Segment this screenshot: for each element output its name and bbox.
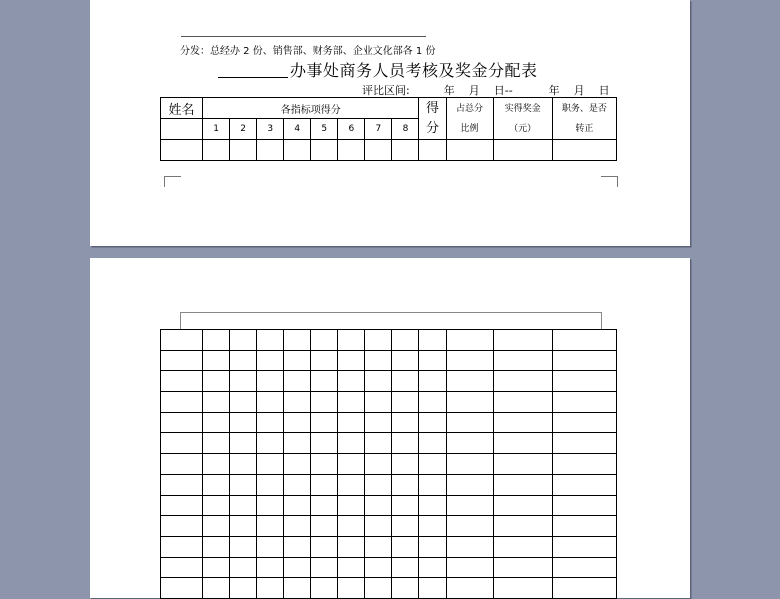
table-cell	[257, 350, 284, 371]
table-cell	[419, 474, 446, 495]
table-row	[161, 371, 617, 392]
table-cell	[311, 557, 338, 578]
indicator-number-5: 5	[311, 119, 338, 140]
table-cell	[446, 557, 493, 578]
indicator-number-3: 3	[257, 119, 284, 140]
table-cell	[230, 474, 257, 495]
table-cell	[419, 557, 446, 578]
table-cell	[203, 474, 230, 495]
bonus-header-line-2: （元）	[509, 123, 537, 134]
table-cell	[365, 140, 392, 161]
table-cell	[161, 536, 203, 557]
table-cell	[284, 392, 311, 413]
table-cell	[338, 454, 365, 475]
table-cell	[552, 516, 616, 537]
table-cell	[284, 454, 311, 475]
table-cell	[203, 392, 230, 413]
table-cell	[257, 454, 284, 475]
table-cell	[493, 140, 552, 161]
table-cell	[203, 371, 230, 392]
table-cell	[338, 330, 365, 351]
table-cell	[311, 140, 338, 161]
table-cell	[365, 330, 392, 351]
indicator-number-6: 6	[338, 119, 365, 140]
table-cell	[230, 371, 257, 392]
table-cell	[161, 392, 203, 413]
table-cell	[419, 578, 446, 599]
indicator-number-2: 2	[230, 119, 257, 140]
table-cell	[493, 495, 552, 516]
table-cell	[257, 330, 284, 351]
table-cell	[493, 350, 552, 371]
table-cell	[365, 392, 392, 413]
table-cell	[338, 474, 365, 495]
table-cell	[257, 557, 284, 578]
table-cell	[284, 433, 311, 454]
table-cell	[419, 330, 446, 351]
table-cell	[446, 140, 493, 161]
table-cell	[161, 495, 203, 516]
table-cell	[230, 557, 257, 578]
bonus-column-header	[493, 98, 552, 140]
table-cell	[311, 578, 338, 599]
table-cell	[203, 536, 230, 557]
table-cell	[257, 474, 284, 495]
table-cell	[392, 474, 419, 495]
table-cell	[392, 330, 419, 351]
table-row	[161, 433, 617, 454]
table-cell	[552, 536, 616, 557]
table-cell	[338, 392, 365, 413]
table-cell	[230, 330, 257, 351]
table-cell	[230, 350, 257, 371]
table-cell	[493, 454, 552, 475]
period-label: 评比区间:	[362, 84, 410, 97]
table-cell	[284, 330, 311, 351]
table-cell	[392, 433, 419, 454]
table-cell	[446, 516, 493, 537]
table-cell	[446, 412, 493, 433]
table-cell	[230, 392, 257, 413]
table-cell	[230, 140, 257, 161]
indicator-number-7: 7	[365, 119, 392, 140]
table-body-rows	[161, 330, 617, 599]
ratio-column-header	[446, 98, 493, 140]
table-cell	[552, 350, 616, 371]
table-cell	[311, 433, 338, 454]
table-cell	[419, 536, 446, 557]
table-cell	[161, 557, 203, 578]
table-cell	[365, 371, 392, 392]
table-cell	[311, 536, 338, 557]
table-cell	[493, 578, 552, 599]
table-cell	[493, 516, 552, 537]
table-cell	[284, 536, 311, 557]
ratio-header-line-2: 比例	[460, 123, 479, 134]
table-row	[161, 474, 617, 495]
table-cell	[392, 495, 419, 516]
table-cell	[230, 412, 257, 433]
table-cell	[311, 330, 338, 351]
table-cell	[392, 392, 419, 413]
table-cell	[493, 330, 552, 351]
table-cell	[365, 454, 392, 475]
table-cell	[392, 557, 419, 578]
table-cell	[161, 371, 203, 392]
table-cell	[311, 516, 338, 537]
table-cell	[257, 371, 284, 392]
table-row	[161, 516, 617, 537]
table-row	[161, 330, 617, 351]
table-cell	[257, 516, 284, 537]
table-cell	[552, 495, 616, 516]
table-cell	[365, 350, 392, 371]
table-cell	[311, 392, 338, 413]
table-cell	[365, 557, 392, 578]
table-cell	[338, 433, 365, 454]
table-cell	[161, 474, 203, 495]
table-cell	[161, 412, 203, 433]
score-header-line-2: 分	[425, 120, 439, 136]
table-cell	[203, 140, 230, 161]
table-cell	[311, 412, 338, 433]
table-cell	[552, 140, 616, 161]
table-cell	[552, 557, 616, 578]
evaluation-period	[362, 82, 610, 98]
table-cell	[161, 330, 203, 351]
score-column-header	[419, 98, 446, 140]
table-cell	[552, 454, 616, 475]
table-cell	[365, 474, 392, 495]
table-cell	[446, 454, 493, 475]
table-cell	[311, 454, 338, 475]
indicator-number-1: 1	[203, 119, 230, 140]
table-cell	[552, 578, 616, 599]
table-cell	[419, 392, 446, 413]
table-cell	[365, 412, 392, 433]
table-cell	[257, 412, 284, 433]
title-blank-line	[218, 77, 288, 78]
table-cell	[284, 474, 311, 495]
table-row	[161, 392, 617, 413]
period-day-1: 日--	[493, 84, 513, 97]
table-row	[161, 412, 617, 433]
table-row	[161, 536, 617, 557]
table-cell	[365, 516, 392, 537]
name-header-blank-cell	[161, 119, 203, 140]
table-cell	[203, 516, 230, 537]
table-cell	[203, 557, 230, 578]
table-cell	[203, 433, 230, 454]
table-cell	[493, 371, 552, 392]
table-cell	[230, 454, 257, 475]
table-cell	[552, 330, 616, 351]
table-cell	[338, 495, 365, 516]
table-cell	[392, 454, 419, 475]
table-cell	[284, 495, 311, 516]
table-cell	[284, 412, 311, 433]
table-cell	[392, 371, 419, 392]
table-cell	[284, 371, 311, 392]
table-cell	[230, 495, 257, 516]
table-cell	[419, 412, 446, 433]
table-cell	[203, 578, 230, 599]
table-cell	[392, 140, 419, 161]
table-cell	[419, 516, 446, 537]
period-month-2: 月	[573, 84, 585, 97]
period-year-1: 年	[443, 84, 455, 97]
table-cell	[161, 578, 203, 599]
table-cell	[446, 495, 493, 516]
table-cell	[161, 454, 203, 475]
table-cell	[311, 371, 338, 392]
table-cell	[230, 578, 257, 599]
table-cell	[419, 371, 446, 392]
table-row	[161, 350, 617, 371]
table-cell	[552, 474, 616, 495]
table-cell	[392, 578, 419, 599]
document-title: 办事处商务人员考核及奖金分配表	[290, 61, 538, 80]
table-cell	[552, 392, 616, 413]
table-cell	[203, 350, 230, 371]
table-cell	[338, 350, 365, 371]
table-cell	[203, 412, 230, 433]
table-cell	[493, 392, 552, 413]
table-cell	[311, 474, 338, 495]
table-row	[161, 495, 617, 516]
table-cell	[552, 433, 616, 454]
bonus-header-line-1: 实得奖金	[504, 103, 541, 114]
table-cell	[552, 371, 616, 392]
page-margin-corner-right	[601, 176, 618, 187]
indicator-scores-header: 各指标项得分	[203, 98, 419, 119]
page-margin-corner-left	[164, 176, 181, 187]
table-cell	[161, 433, 203, 454]
table-row	[161, 578, 617, 599]
table-cell	[284, 578, 311, 599]
table-cell	[284, 516, 311, 537]
table-cell	[257, 495, 284, 516]
table-cell	[230, 536, 257, 557]
table-cell	[493, 557, 552, 578]
distribution-text: 分发：总经办 2 份、销售部、财务部、企业文化部各 1 份	[180, 46, 436, 57]
name-column-header: 姓名	[161, 98, 203, 119]
position-header-line-2: 转正	[575, 123, 594, 134]
position-header-line-1: 职务、是否	[561, 103, 607, 114]
table-cell	[311, 350, 338, 371]
table-cell	[257, 536, 284, 557]
table-cell	[338, 578, 365, 599]
header-area-bracket	[180, 312, 602, 329]
period-day-2: 日	[598, 84, 610, 97]
table-cell	[446, 433, 493, 454]
table-cell	[161, 516, 203, 537]
table-cell	[446, 371, 493, 392]
table-cell	[493, 536, 552, 557]
table-cell	[338, 536, 365, 557]
table-cell	[419, 350, 446, 371]
table-cell	[493, 474, 552, 495]
assessment-table-header	[160, 97, 617, 161]
table-cell	[284, 557, 311, 578]
score-header-line-1: 得	[425, 100, 439, 116]
period-month-1: 月	[468, 84, 480, 97]
table-cell	[338, 557, 365, 578]
table-cell	[419, 433, 446, 454]
table-cell	[392, 412, 419, 433]
table-cell	[338, 516, 365, 537]
table-cell	[284, 350, 311, 371]
ratio-header-line-1: 占总分	[456, 103, 484, 114]
document-page-1	[90, 0, 690, 246]
table-cell	[392, 516, 419, 537]
table-cell	[365, 578, 392, 599]
position-column-header	[552, 98, 616, 140]
table-cell	[446, 350, 493, 371]
table-cell	[419, 140, 446, 161]
table-cell	[446, 474, 493, 495]
table-cell	[161, 140, 203, 161]
table-cell	[203, 495, 230, 516]
table-cell	[338, 371, 365, 392]
indicator-number-4: 4	[284, 119, 311, 140]
table-row	[161, 557, 617, 578]
document-page-2	[90, 258, 690, 598]
table-cell	[493, 433, 552, 454]
table-row	[161, 454, 617, 475]
table-cell	[257, 433, 284, 454]
table-cell	[257, 578, 284, 599]
period-year-2: 年	[548, 84, 560, 97]
distribution-rule	[181, 36, 426, 37]
table-cell	[203, 330, 230, 351]
table-cell	[446, 330, 493, 351]
table-cell	[446, 392, 493, 413]
table-cell	[161, 350, 203, 371]
table-cell	[311, 495, 338, 516]
assessment-table-body	[160, 329, 617, 599]
table-cell	[392, 536, 419, 557]
table-cell	[365, 495, 392, 516]
table-cell	[446, 536, 493, 557]
table-cell	[284, 140, 311, 161]
table-cell	[493, 412, 552, 433]
table-cell	[230, 516, 257, 537]
table-cell	[203, 454, 230, 475]
table-cell	[365, 536, 392, 557]
indicator-number-8: 8	[392, 119, 419, 140]
table-cell	[392, 350, 419, 371]
table-cell	[230, 433, 257, 454]
table-cell	[338, 412, 365, 433]
table-cell	[419, 495, 446, 516]
table-cell	[552, 412, 616, 433]
table-cell	[365, 433, 392, 454]
table-cell	[446, 578, 493, 599]
table-cell	[257, 392, 284, 413]
table-cell	[257, 140, 284, 161]
table-cell	[419, 454, 446, 475]
table-cell	[338, 140, 365, 161]
